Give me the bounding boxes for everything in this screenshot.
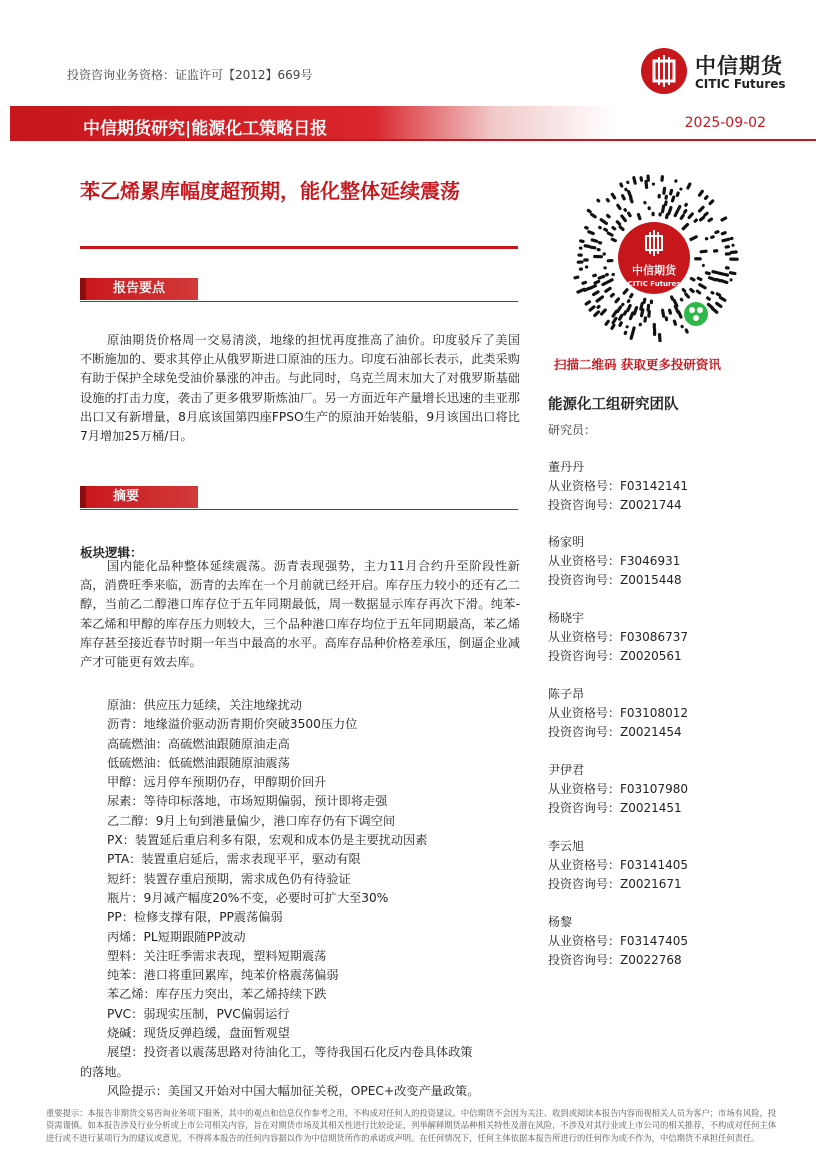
qr-module	[643, 316, 647, 323]
qr-module	[667, 206, 673, 216]
qr-module	[597, 274, 606, 280]
list-item: 烧碱：现货反弹趋缓，盘面暂观望	[107, 1026, 290, 1041]
qr-module	[695, 289, 702, 295]
product-list	[80, 696, 520, 1101]
qr-module	[617, 313, 624, 321]
list-item: 低硫燃油：低硫燃油跟随原油震荡	[107, 755, 290, 770]
qr-module	[679, 187, 683, 191]
key-points-paragraph: 原油期货价格周一交易清淡，地缘的担忧再度推高了油价。印度驳斥了美国不断施加的、要求其停止从俄罗斯进口原油的压力。印度石油部长表示，此类采购有助于保护全球免受油价暴涨的冲击。与此同时，乌克兰周末加大了对俄罗斯基础设施的打击力度，袭击了更多俄罗斯炼油厂。另一方面近年产量增长迅速的圭亚那出口又有新增量，8月底该国第四座FPSO生产的原油开始装船，9月该国出口将比7月增加25万桶/日。	[80, 333, 520, 444]
qr-module	[628, 311, 634, 321]
analyst-consult-id: 投资咨询号：Z0021744	[548, 498, 682, 512]
qr-module	[729, 258, 739, 261]
qr-module	[603, 266, 607, 270]
qr-module	[610, 237, 617, 243]
analyst-name: 董丹丹	[548, 460, 585, 474]
qr-module	[583, 244, 591, 248]
banner-divider	[10, 139, 816, 141]
analyst-practice-id: 从业资格号：F03107980	[548, 782, 688, 796]
banner-title: 中信期货研究|能源化工策略日报	[83, 119, 328, 139]
qr-module	[674, 179, 678, 183]
qr-module	[725, 266, 730, 270]
qr-module	[697, 189, 704, 197]
analyst-practice-id: 从业资格号：F3046931	[548, 554, 681, 568]
qr-module	[660, 175, 664, 182]
list-item: 乙二醇：9月上旬到港量偏少，港口库存仍有下调空间	[107, 813, 396, 828]
qr-module	[731, 243, 735, 247]
qr-module	[730, 250, 738, 254]
qr-module	[628, 292, 634, 299]
qr-module	[693, 218, 699, 224]
qr-module	[720, 216, 728, 222]
qr-module	[724, 245, 730, 249]
qr-module	[675, 191, 680, 197]
list-item: PX：装置延后重启利多有限，宏观和成本仍是主要扰动因素	[107, 833, 428, 848]
qr-module	[592, 273, 598, 277]
qr-module	[661, 308, 666, 318]
qr-module	[646, 174, 650, 182]
qr-module	[593, 255, 603, 258]
outlook-line-cont: 的落地。	[80, 1064, 129, 1079]
qr-module	[694, 257, 702, 260]
list-item: PTA：装置重启延后，需求表现平平，驱动有限	[107, 852, 361, 867]
qr-module	[620, 194, 626, 201]
section-label: 报告要点	[80, 278, 198, 300]
logo-en: CITIC Futures	[695, 77, 786, 91]
qr-module	[611, 309, 619, 318]
qr-module	[721, 237, 731, 242]
analyst-card	[548, 837, 748, 894]
qr-module	[602, 252, 606, 255]
qr-module	[689, 276, 696, 282]
citic-logo	[641, 48, 811, 98]
qr-module	[618, 225, 625, 232]
analyst-consult-id: 投资咨询号：Z0020561	[548, 649, 682, 663]
analyst-name: 杨黎	[548, 915, 573, 929]
qr-module	[718, 295, 727, 302]
qr-module	[681, 287, 687, 293]
qr-module	[610, 323, 616, 331]
qr-module	[670, 195, 675, 203]
qr-module	[579, 246, 583, 250]
qr-module	[623, 207, 628, 212]
qr-module	[605, 197, 610, 203]
qr-module	[684, 292, 691, 299]
analyst-name: 尹伊君	[548, 763, 585, 777]
analyst-practice-id: 从业资格号：F03147405	[548, 934, 688, 948]
qr-module	[591, 290, 600, 297]
qr-module	[729, 271, 737, 276]
analyst-consult-id: 投资咨询号：Z0021454	[548, 725, 682, 739]
qr-module	[708, 199, 715, 206]
qr-module	[590, 238, 599, 243]
qr-module	[611, 272, 616, 276]
qr-module	[588, 305, 596, 313]
logic-heading: 板块逻辑：	[80, 545, 143, 560]
title-divider	[80, 246, 518, 249]
analyst-card	[548, 609, 748, 666]
qr-module	[626, 211, 632, 218]
logic-paragraph: 国内能化品种整体延续震荡。沥青表现强势，主力11月合约升至阶段性新高，消费旺季来临，沥青的去库在一个月前就已经开启。库存压力较小的还有乙二醇，当前乙二醇港口库存位于五年同期最低，周一数据显示库存再次下滑。纯苯-苯乙烯和甲醇的库存压力则较大，三个品种港口库存均位于五年同期最高，苯乙烯库存甚至接近春节时期一年当中最高的水平。高库存品种价格差承压，倒逼企业减产才可能更有效去库。	[80, 559, 520, 670]
qr-module	[707, 217, 714, 223]
analyst-name: 陈子昂	[548, 687, 585, 701]
qr-module	[647, 206, 651, 210]
qr-module	[614, 297, 621, 304]
qr-module	[636, 212, 642, 220]
qr-code[interactable]	[566, 166, 742, 342]
qr-module	[593, 279, 601, 285]
analyst-consult-id: 投资咨询号：Z0022768	[548, 953, 682, 967]
qr-module	[679, 297, 684, 302]
qr-module	[651, 212, 654, 217]
qr-logo-cn: 中信期货	[632, 264, 676, 277]
list-item: 塑料：关注旺季需求表现，塑料短期震荡	[107, 948, 327, 963]
list-item: 甲醇：远月停车预期仍存，甲醇期价回升	[107, 775, 327, 790]
qr-module	[702, 264, 705, 268]
qr-module	[687, 212, 695, 220]
qr-module	[664, 194, 668, 200]
qr-module	[710, 290, 715, 295]
qr-module	[616, 203, 623, 211]
qr-module	[639, 176, 643, 182]
qr-module	[577, 253, 583, 256]
qr-module	[729, 278, 733, 282]
qr-module	[713, 249, 719, 253]
qr-module	[669, 189, 674, 196]
qr-module	[579, 267, 584, 271]
qr-module	[595, 295, 605, 304]
qr-module	[703, 194, 709, 200]
qr-module	[623, 330, 628, 335]
list-item: PVC：弱现实压制，PVC偏弱运行	[107, 1006, 290, 1021]
risk-line: 风险提示：美国又开始对中国大幅加征关税，OPEC+改变产量政策。	[107, 1083, 480, 1098]
list-item: 丙烯：PL短期跟随PP波动	[107, 929, 246, 944]
qr-module	[664, 200, 668, 206]
qr-module	[638, 322, 642, 326]
qr-module	[684, 202, 689, 207]
qr-module	[710, 306, 719, 315]
qr-module	[704, 271, 711, 276]
qr-caption: 扫描二维码 获取更多投研资讯	[554, 357, 721, 372]
logo-cn: 中信期货	[695, 54, 783, 78]
qr-module	[597, 225, 602, 230]
section-label: 摘要	[80, 486, 198, 508]
qr-module	[652, 182, 655, 185]
analyst-consult-id: 投资咨询号：Z0021451	[548, 801, 682, 815]
qr-module	[579, 239, 585, 243]
qr-module	[658, 333, 662, 342]
list-item: 短纤：装置存重启预期，需求成色仍有待验证	[107, 871, 351, 886]
section-header-key-points	[80, 278, 518, 302]
qr-module	[657, 194, 661, 199]
list-item: 高硫燃油：高硫燃油跟随原油走高	[107, 736, 290, 751]
analyst-card	[548, 533, 748, 590]
qr-module	[710, 235, 716, 240]
license-text: 投资咨询业务资格：证监许可【2012】669号	[67, 68, 313, 82]
qr-module	[606, 231, 614, 237]
qr-module	[689, 287, 696, 293]
qr-module	[596, 198, 601, 203]
qr-module	[680, 324, 684, 328]
analyst-practice-id: 从业资格号：F03141405	[548, 858, 688, 872]
qr-module	[619, 182, 624, 188]
list-item: PP：检修支撑有限，PP震荡偏弱	[107, 910, 283, 925]
qr-module	[720, 231, 727, 236]
qr-module	[607, 259, 614, 263]
qr-module	[662, 187, 666, 196]
analyst-card	[548, 685, 748, 742]
qr-module	[629, 330, 635, 340]
qr-module	[609, 292, 615, 298]
analyst-card	[548, 458, 748, 515]
report-title: 苯乙烯累库幅度超预期，能化整体延续震荡	[80, 179, 460, 203]
qr-module	[622, 287, 629, 295]
qr-logo-en: CITIC Futures	[627, 280, 681, 288]
qr-module	[682, 208, 688, 214]
qr-module	[596, 248, 601, 252]
qr-module	[714, 230, 720, 235]
analyst-practice-id: 从业资格号：F03108012	[548, 706, 688, 720]
qr-module	[576, 287, 586, 294]
qr-module	[627, 189, 633, 199]
qr-module	[696, 276, 703, 281]
list-item: 纯苯：港口将重回累库，纯苯价格震荡偏弱	[107, 968, 339, 983]
citic-emblem-icon	[641, 48, 687, 94]
qr-module	[643, 201, 647, 205]
analyst-consult-id: 投资咨询号：Z0021671	[548, 877, 682, 891]
qr-module	[581, 280, 588, 285]
qr-module	[618, 321, 624, 328]
outlook-line: 展望：投资者以震荡思路对待油化工，等待我国石化反内卷具体政策	[107, 1045, 473, 1060]
qr-module	[653, 328, 656, 336]
qr-module	[632, 176, 637, 185]
qr-module	[626, 180, 630, 184]
analyst-card	[548, 913, 748, 970]
team-title: 能源化工组研究团队	[548, 397, 679, 413]
analyst-card	[548, 761, 748, 818]
qr-module	[672, 319, 677, 326]
qr-module	[650, 299, 653, 304]
section-header-summary	[80, 486, 518, 510]
report-date: 2025-09-02	[684, 115, 766, 131]
qr-module	[658, 212, 662, 217]
analyst-practice-id: 从业资格号：F03086737	[548, 630, 688, 644]
qr-module	[584, 300, 592, 307]
list-item: 尿素：等待印标落地，市场短期偏弱，预计即将走强	[107, 794, 388, 809]
qr-module	[585, 265, 589, 269]
list-item: 原油：供应压力延续，关注地缘扰动	[107, 698, 302, 712]
qr-module	[705, 296, 711, 302]
qr-module	[573, 275, 580, 280]
list-item: 瓶片：9月减产幅度20%不变，必要时可扩大至30%	[107, 890, 389, 905]
qr-module	[686, 182, 692, 190]
analyst-practice-id: 从业资格号：F03142141	[548, 479, 688, 493]
qr-module	[719, 279, 729, 285]
qr-module	[596, 304, 602, 309]
analyst-consult-id: 投资咨询号：Z0015448	[548, 573, 682, 587]
qr-module	[583, 258, 589, 261]
qr-module	[599, 308, 607, 316]
qr-module	[577, 260, 584, 264]
analyst-name: 李云旭	[548, 839, 585, 853]
qr-module	[697, 205, 705, 213]
qr-module	[676, 310, 683, 320]
team-subtitle: 研究员：	[548, 423, 597, 437]
qr-module	[723, 273, 730, 277]
qr-module	[611, 225, 617, 231]
qr-module	[668, 308, 673, 315]
qr-module	[584, 225, 590, 230]
qr-module	[714, 301, 723, 309]
qr-module	[625, 325, 629, 329]
qr-module	[610, 192, 617, 200]
qr-module	[605, 213, 611, 219]
qr-module	[704, 237, 708, 241]
qr-module	[620, 214, 628, 223]
list-item: 苯乙烯：库存压力突出，苯乙烯持续下跌	[107, 987, 327, 1002]
qr-module	[615, 220, 622, 227]
qr-module	[684, 328, 689, 334]
qr-module	[604, 319, 611, 326]
qr-module	[599, 217, 609, 225]
qr-module	[593, 310, 601, 318]
analyst-name: 杨晓宇	[548, 611, 585, 625]
disclaimer-text: 重要提示：本报告非期货交易咨询业务项下服务，其中的观点和信息仅作参考之用，不构成对任何人的投资建议。中信期货不会因为关注、收到或阅读本报告内容而视相关人员为客户；市场有风险，投资需谨慎。如本报告涉及行业分析或上市公司相关内容，旨在对期货市场及其相关性进行比较论证，列举解释期货品种相关特性及潜在风险，不涉及对其行业或上市公司的相关推荐，不构成对任何主体进行或不进行某项行为的建议或意见，不得将本报告的任何内容据以作为中信期货所作的承诺或声明。在任何情况下，任何主体依据本报告所进行的任何作为或不作为，中信期货不承担任何责任。	[46, 1108, 777, 1143]
list-item: 沥青：地缘溢价驱动沥青期价突破3500压力位	[107, 717, 358, 732]
qr-module	[698, 283, 708, 290]
qr-module	[587, 230, 596, 236]
qr-module	[679, 213, 686, 220]
qr-module	[699, 249, 708, 253]
analyst-name: 杨家明	[548, 535, 585, 549]
qr-module	[604, 286, 613, 293]
qr-module	[626, 298, 631, 303]
qr-code-graphic	[566, 166, 742, 342]
